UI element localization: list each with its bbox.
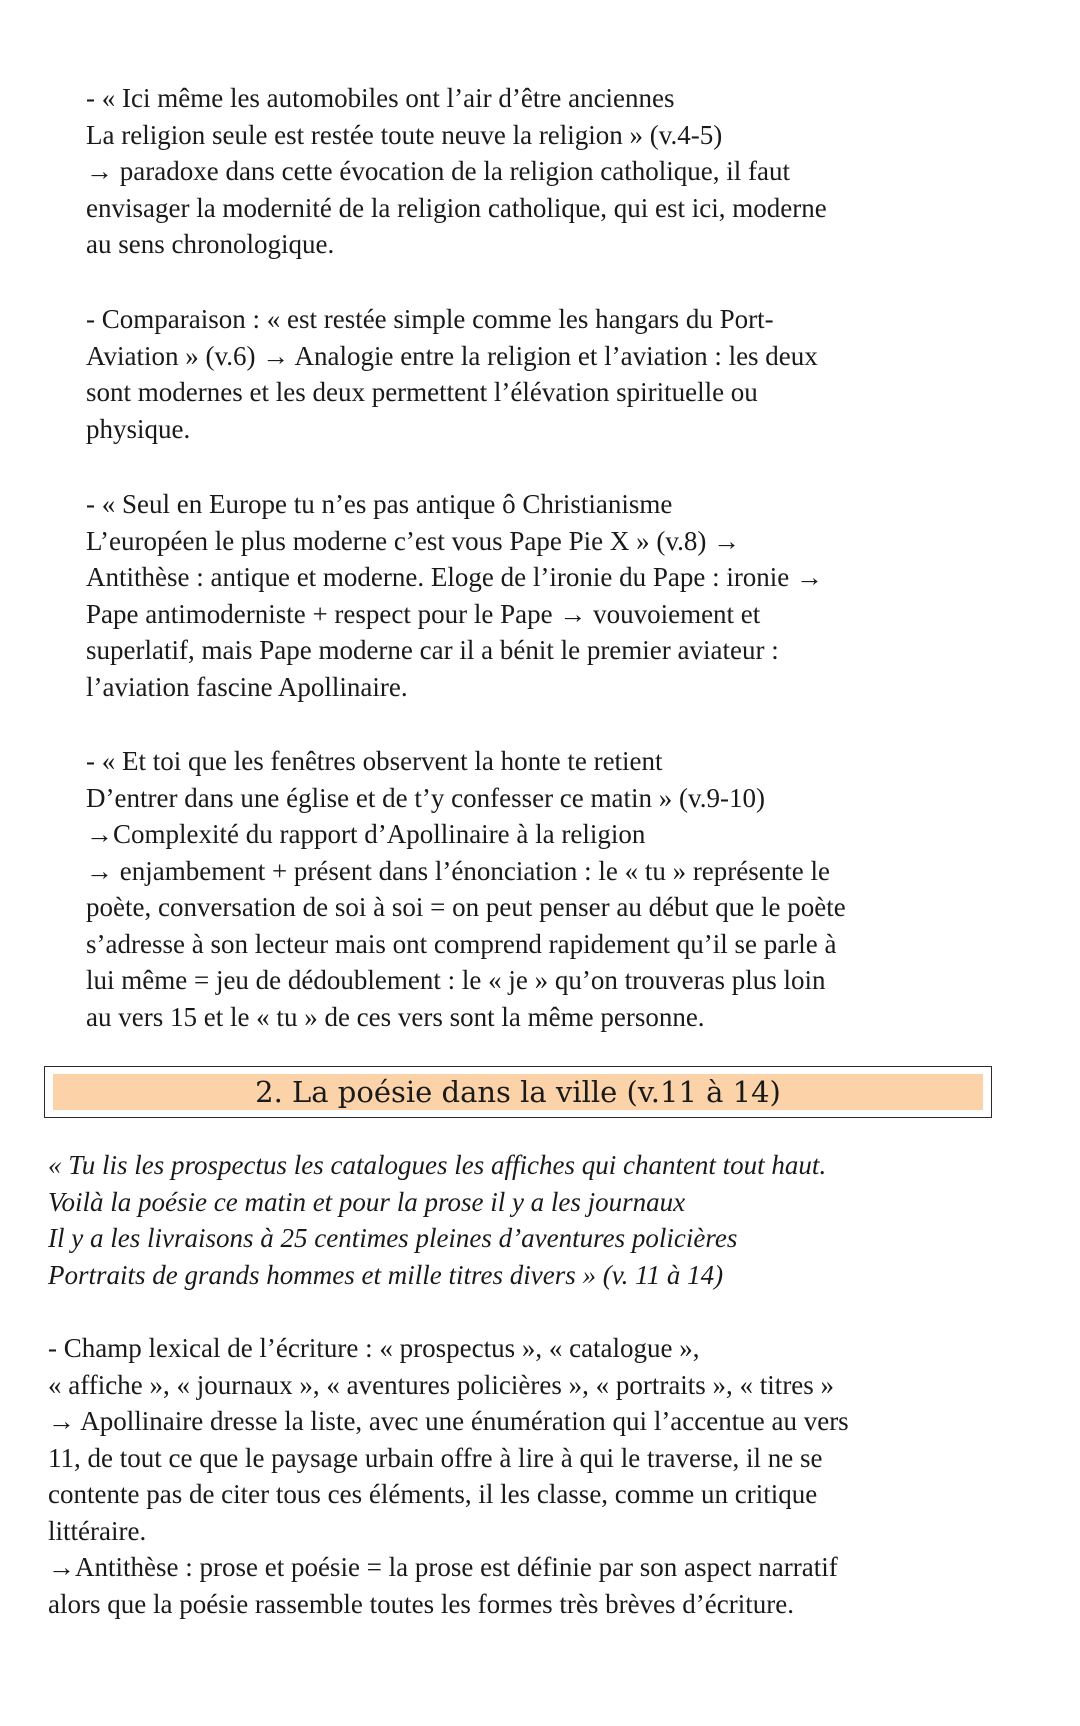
text-line: l’aviation fascine Apollinaire.	[86, 671, 408, 702]
paragraph-religion-modern	[86, 80, 986, 263]
text-line: Pape antimoderniste + respect pour le Pape → vouvoiement et	[86, 598, 761, 629]
text-line: - « Ici même les automobiles ont l’air d’être anciennes	[86, 83, 675, 113]
text-line: 11, de tout ce que le paysage urbain offre à lire à qui le traverse, il ne se	[48, 1442, 823, 1473]
text-line: - « Et toi que les fenêtres observent la honte te retient	[86, 746, 663, 776]
quote-line: Voilà la poésie ce matin et pour la prose il y a les journaux	[48, 1186, 686, 1217]
paragraph-confession	[86, 743, 986, 1035]
text-line: s’adresse à son lecteur mais ont comprend rapidement qu’il se parle à	[86, 928, 837, 959]
poem-quote	[48, 1147, 1048, 1293]
text-line: « affiche », « journaux », « aventures policières », « portraits », « titres »	[48, 1369, 835, 1400]
quote-line: « Tu lis les prospectus les catalogues les affiches qui chantent tout haut.	[48, 1150, 827, 1180]
paragraph-comparison	[86, 301, 986, 447]
text-line: La religion seule est restée toute neuve la religion » (v.4-5)	[86, 119, 723, 150]
text-line: contente pas de citer tous ces éléments, il les classe, comme un critique	[48, 1479, 818, 1509]
text-line: superlatif, mais Pape moderne car il a bénit le premier aviateur :	[86, 635, 779, 665]
text-line: poète, conversation de soi à soi = on peut penser au début que le poète	[86, 892, 846, 922]
text-line: →Complexité du rapport d’Apollinaire à la religion	[86, 819, 646, 849]
paragraph-lexical-field	[48, 1330, 1048, 1622]
text-line: envisager la modernité de la religion catholique, qui est ici, moderne	[86, 192, 827, 223]
text-line: Antithèse : antique et moderne. Eloge de l’ironie du Pape : ironie →	[86, 562, 824, 592]
text-line: L’européen le plus moderne c’est vous Pape Pie X » (v.8) →	[86, 525, 741, 556]
text-line: physique.	[86, 413, 191, 444]
quote-line: Portraits de grands hommes et mille titres divers » (v. 11 à 14)	[48, 1259, 724, 1290]
text-line: → paradoxe dans cette évocation de la religion catholique, il faut	[86, 156, 790, 186]
text-line: - Comparaison : « est restée simple comme les hangars du Port-	[86, 304, 774, 334]
section-heading-highlight	[53, 1074, 983, 1110]
text-line: sont modernes et les deux permettent l’élévation spirituelle ou	[86, 377, 758, 407]
text-line: alors que la poésie rassemble toutes les formes très brèves d’écriture.	[48, 1588, 794, 1619]
text-line: au sens chronologique.	[86, 229, 335, 259]
section-title: 2. La poésie dans la ville (v.11 à 14)	[255, 1075, 781, 1109]
text-line: littéraire.	[48, 1515, 147, 1546]
text-line: D’entrer dans une église et de t’y confesser ce matin » (v.9-10)	[86, 782, 765, 813]
quote-line: Il y a les livraisons à 25 centimes pleines d’aventures policières	[48, 1223, 738, 1253]
text-line: → enjambement + présent dans l’énonciation : le « tu » représente le	[86, 855, 830, 886]
text-line: → Apollinaire dresse la liste, avec une énumération qui l’accentue au vers	[48, 1406, 849, 1436]
text-line: →Antithèse : prose et poésie = la prose est définie par son aspect narratif	[48, 1552, 838, 1582]
paragraph-christianisme	[86, 486, 986, 705]
text-line: lui même = jeu de dédoublement : le « je » qu’on trouveras plus loin	[86, 965, 826, 995]
text-line: - « Seul en Europe tu n’es pas antique ô Christianisme	[86, 489, 673, 519]
text-line: au vers 15 et le « tu » de ces vers sont la même personne.	[86, 1001, 705, 1032]
text-line: - Champ lexical de l’écriture : « prospectus », « catalogue »,	[48, 1333, 700, 1363]
text-line: Aviation » (v.6) → Analogie entre la religion et l’aviation : les deux	[86, 340, 818, 371]
section-heading-box	[44, 1066, 992, 1118]
